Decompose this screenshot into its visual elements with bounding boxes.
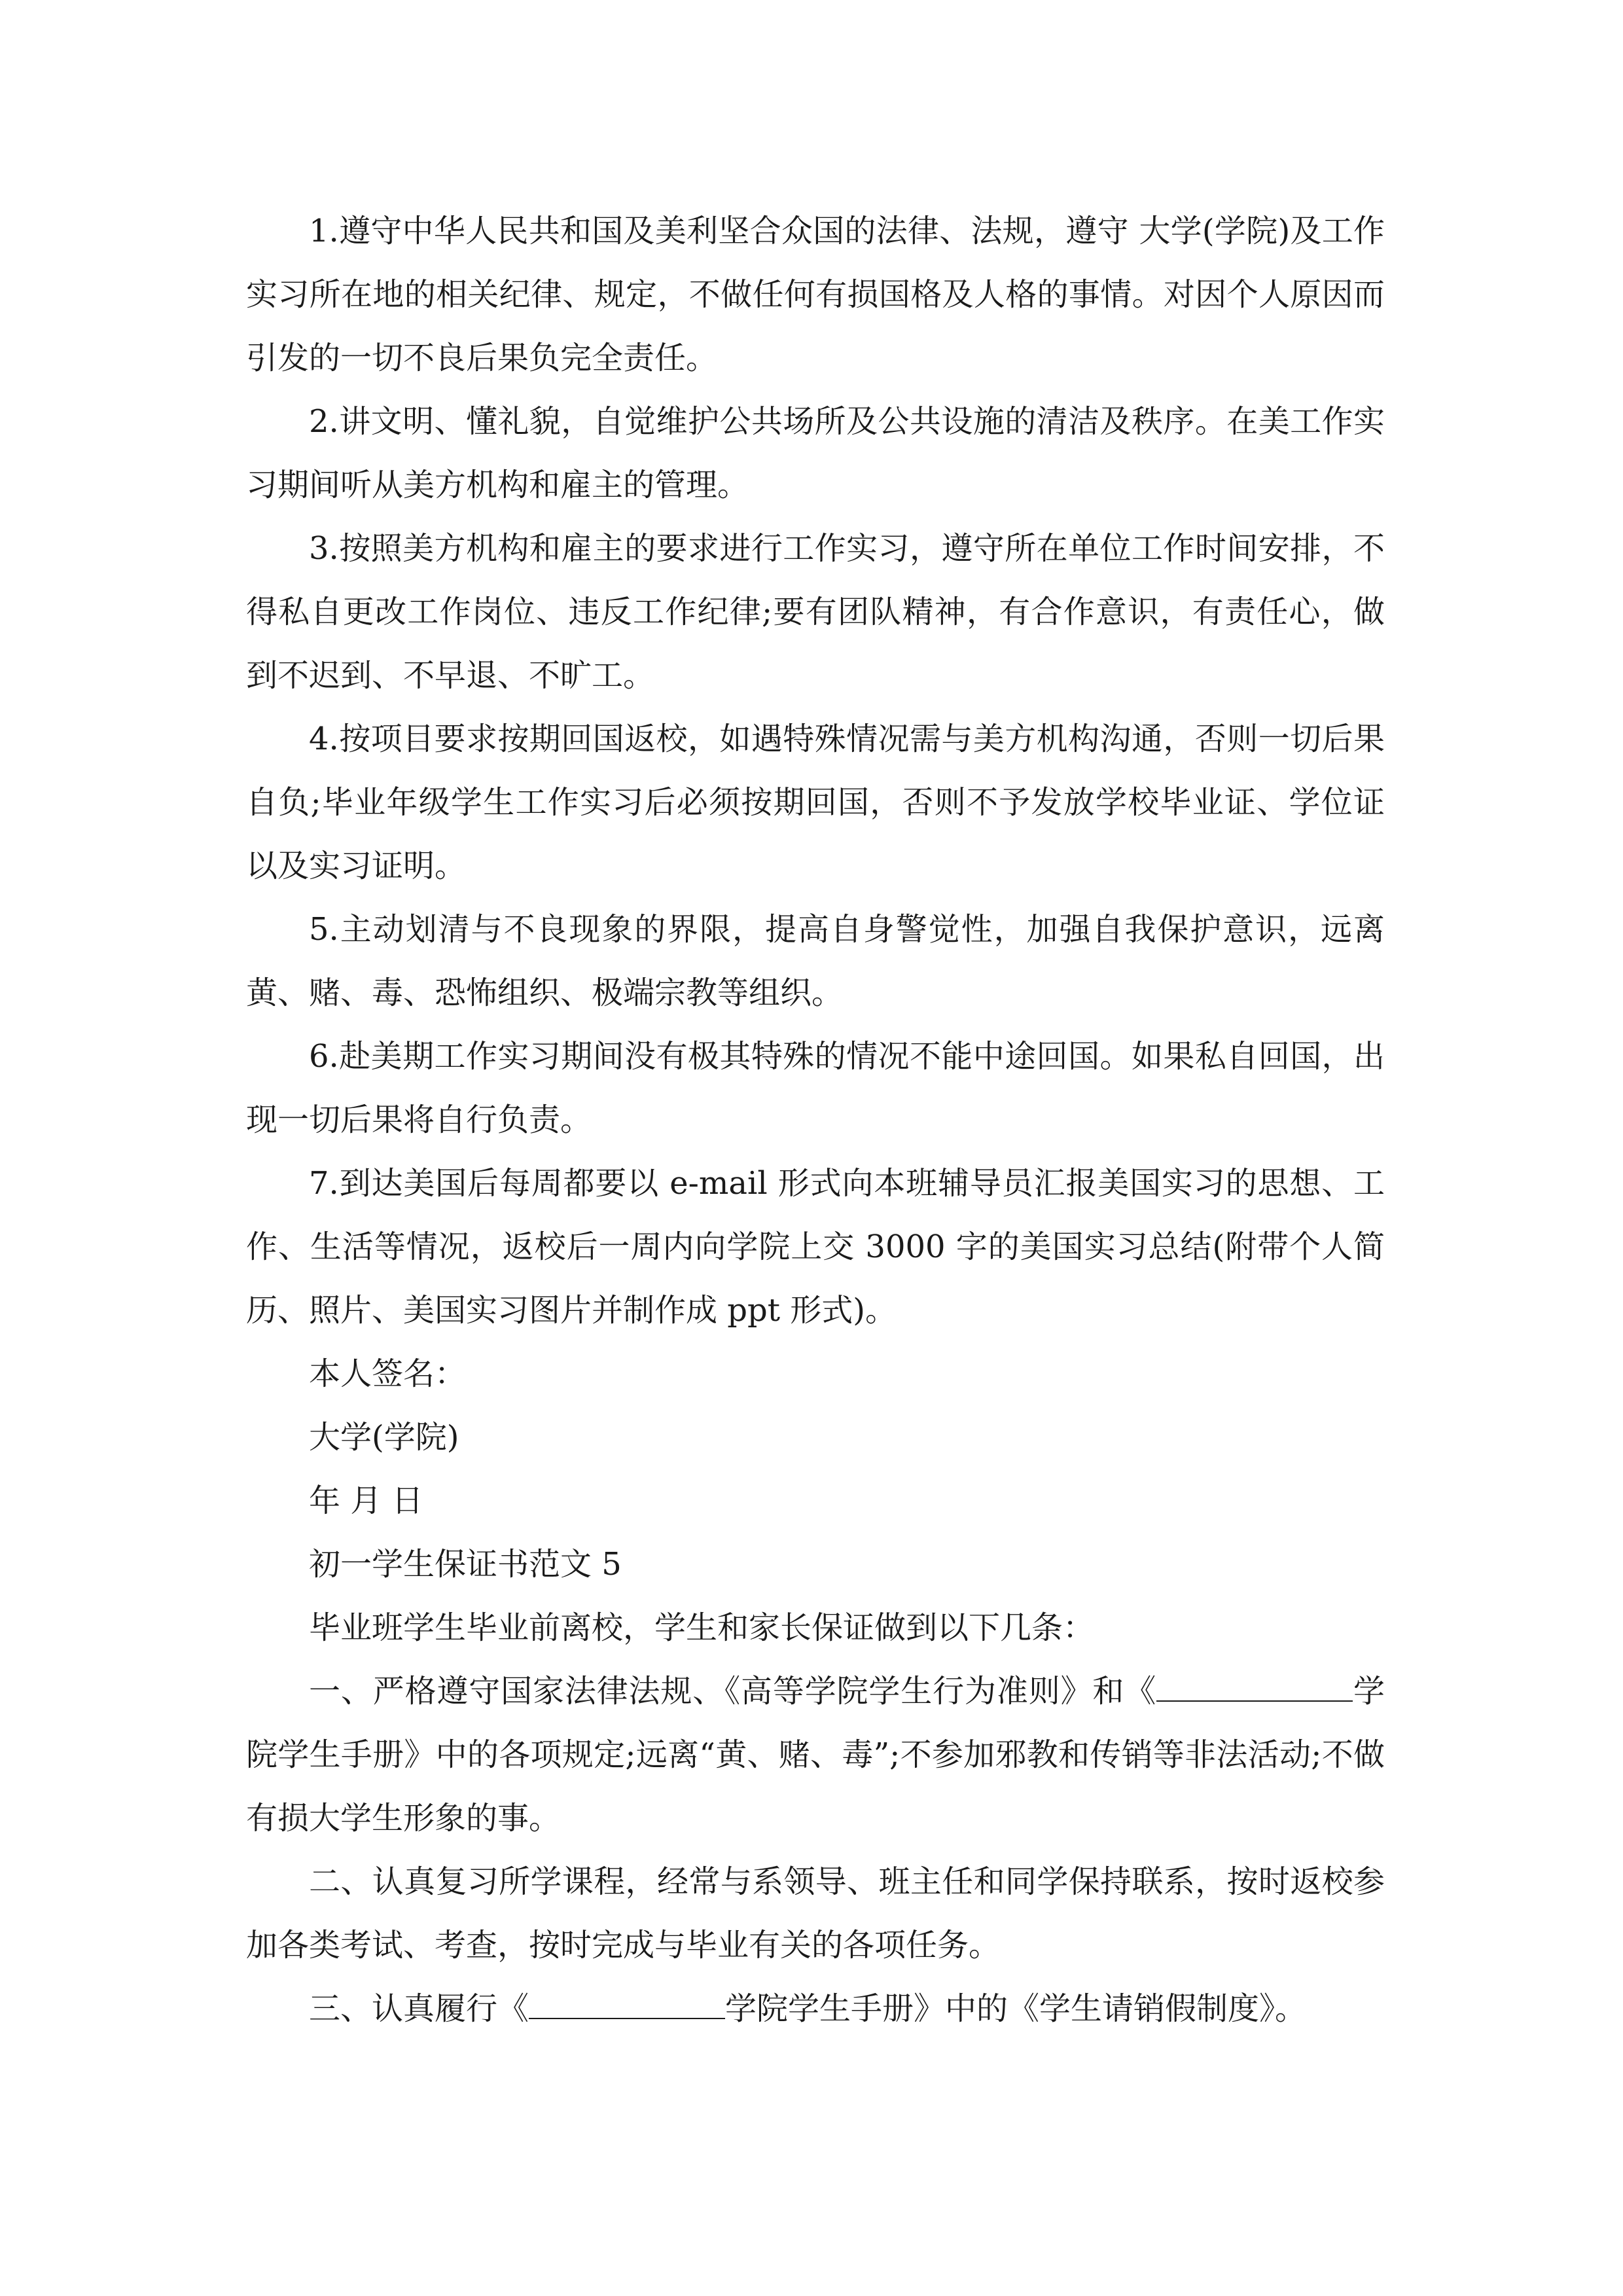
section-title: 初一学生保证书范文 5: [309, 1546, 622, 1583]
pledge-item-1-text-after: 学院学生手册》中的各项规定;远离“黄、赌、毒”;不参加邪教和传销等非法活动;不做有损大学生形象的事。: [246, 1673, 1385, 1837]
pledge-item-1: [246, 1660, 1385, 1850]
date-line: 年 月 日: [309, 1482, 423, 1519]
document-body: [246, 200, 1385, 2041]
pledge-item-1-text-before: 一、严格遵守国家法律法规、《高等学院学生行为准则》和《: [309, 1673, 1157, 1710]
paragraph-item-7: 7.到达美国后每周都要以 e-mail 形式向本班辅导员汇报美国实习的思想、工作、生活等情况，返校后一周内向学院上交 3000 字的美国实习总结(附带个人简历、照片、美国实习图片并制作成 ppt 形式)。: [246, 1165, 1385, 1329]
fill-blank-underline: [1156, 1674, 1353, 1702]
pledge-item-3-text-after: 学院学生手册》中的《学生请销假制度》。: [725, 1990, 1307, 2027]
paragraph-item-2: 2.讲文明、懂礼貌，自觉维护公共场所及公共设施的清洁及秩序。在美工作实习期间听从美方机构和雇主的管理。: [246, 403, 1385, 503]
school-line: 大学(学院): [309, 1419, 459, 1456]
fill-blank-underline: [529, 1992, 725, 2019]
pledge-item-3: [246, 1977, 1385, 2041]
pledge-item-2: 二、认真复习所学课程，经常与系领导、班主任和同学保持联系，按时返校参加各类考试、考查，按时完成与毕业有关的各项任务。: [246, 1863, 1385, 1964]
paragraph-item-3: 3.按照美方机构和雇主的要求进行工作实习，遵守所在单位工作时间安排，不得私自更改工作岗位、违反工作纪律;要有团队精神，有合作意识，有责任心，做到不迟到、不早退、不旷工。: [246, 530, 1385, 694]
paragraph-item-6: 6.赴美期工作实习期间没有极其特殊的情况不能中途回国。如果私自回国，出现一切后果将自行负责。: [246, 1038, 1385, 1138]
intro-paragraph: 毕业班学生毕业前离校，学生和家长保证做到以下几条：: [309, 1609, 1095, 1646]
pledge-item-3-text-before: 三、认真履行《: [309, 1990, 529, 2027]
signature-line: 本人签名：: [309, 1355, 467, 1392]
paragraph-item-1: 1.遵守中华人民共和国及美利坚合众国的法律、法规，遵守 大学(学院)及工作实习所在地的相关纪律、规定，不做任何有损国格及人格的事情。对因个人原因而引发的一切不良后果负完全责任。: [246, 213, 1385, 376]
paragraph-item-4: 4.按项目要求按期回国返校，如遇特殊情况需与美方机构沟通，否则一切后果自负;毕业年级学生工作实习后必须按期回国，否则不予发放学校毕业证、学位证以及实习证明。: [246, 721, 1385, 884]
paragraph-item-5: 5.主动划清与不良现象的界限，提高自身警觉性，加强自我保护意识，远离黄、赌、毒、恐怖组织、极端宗教等组织。: [246, 911, 1385, 1011]
